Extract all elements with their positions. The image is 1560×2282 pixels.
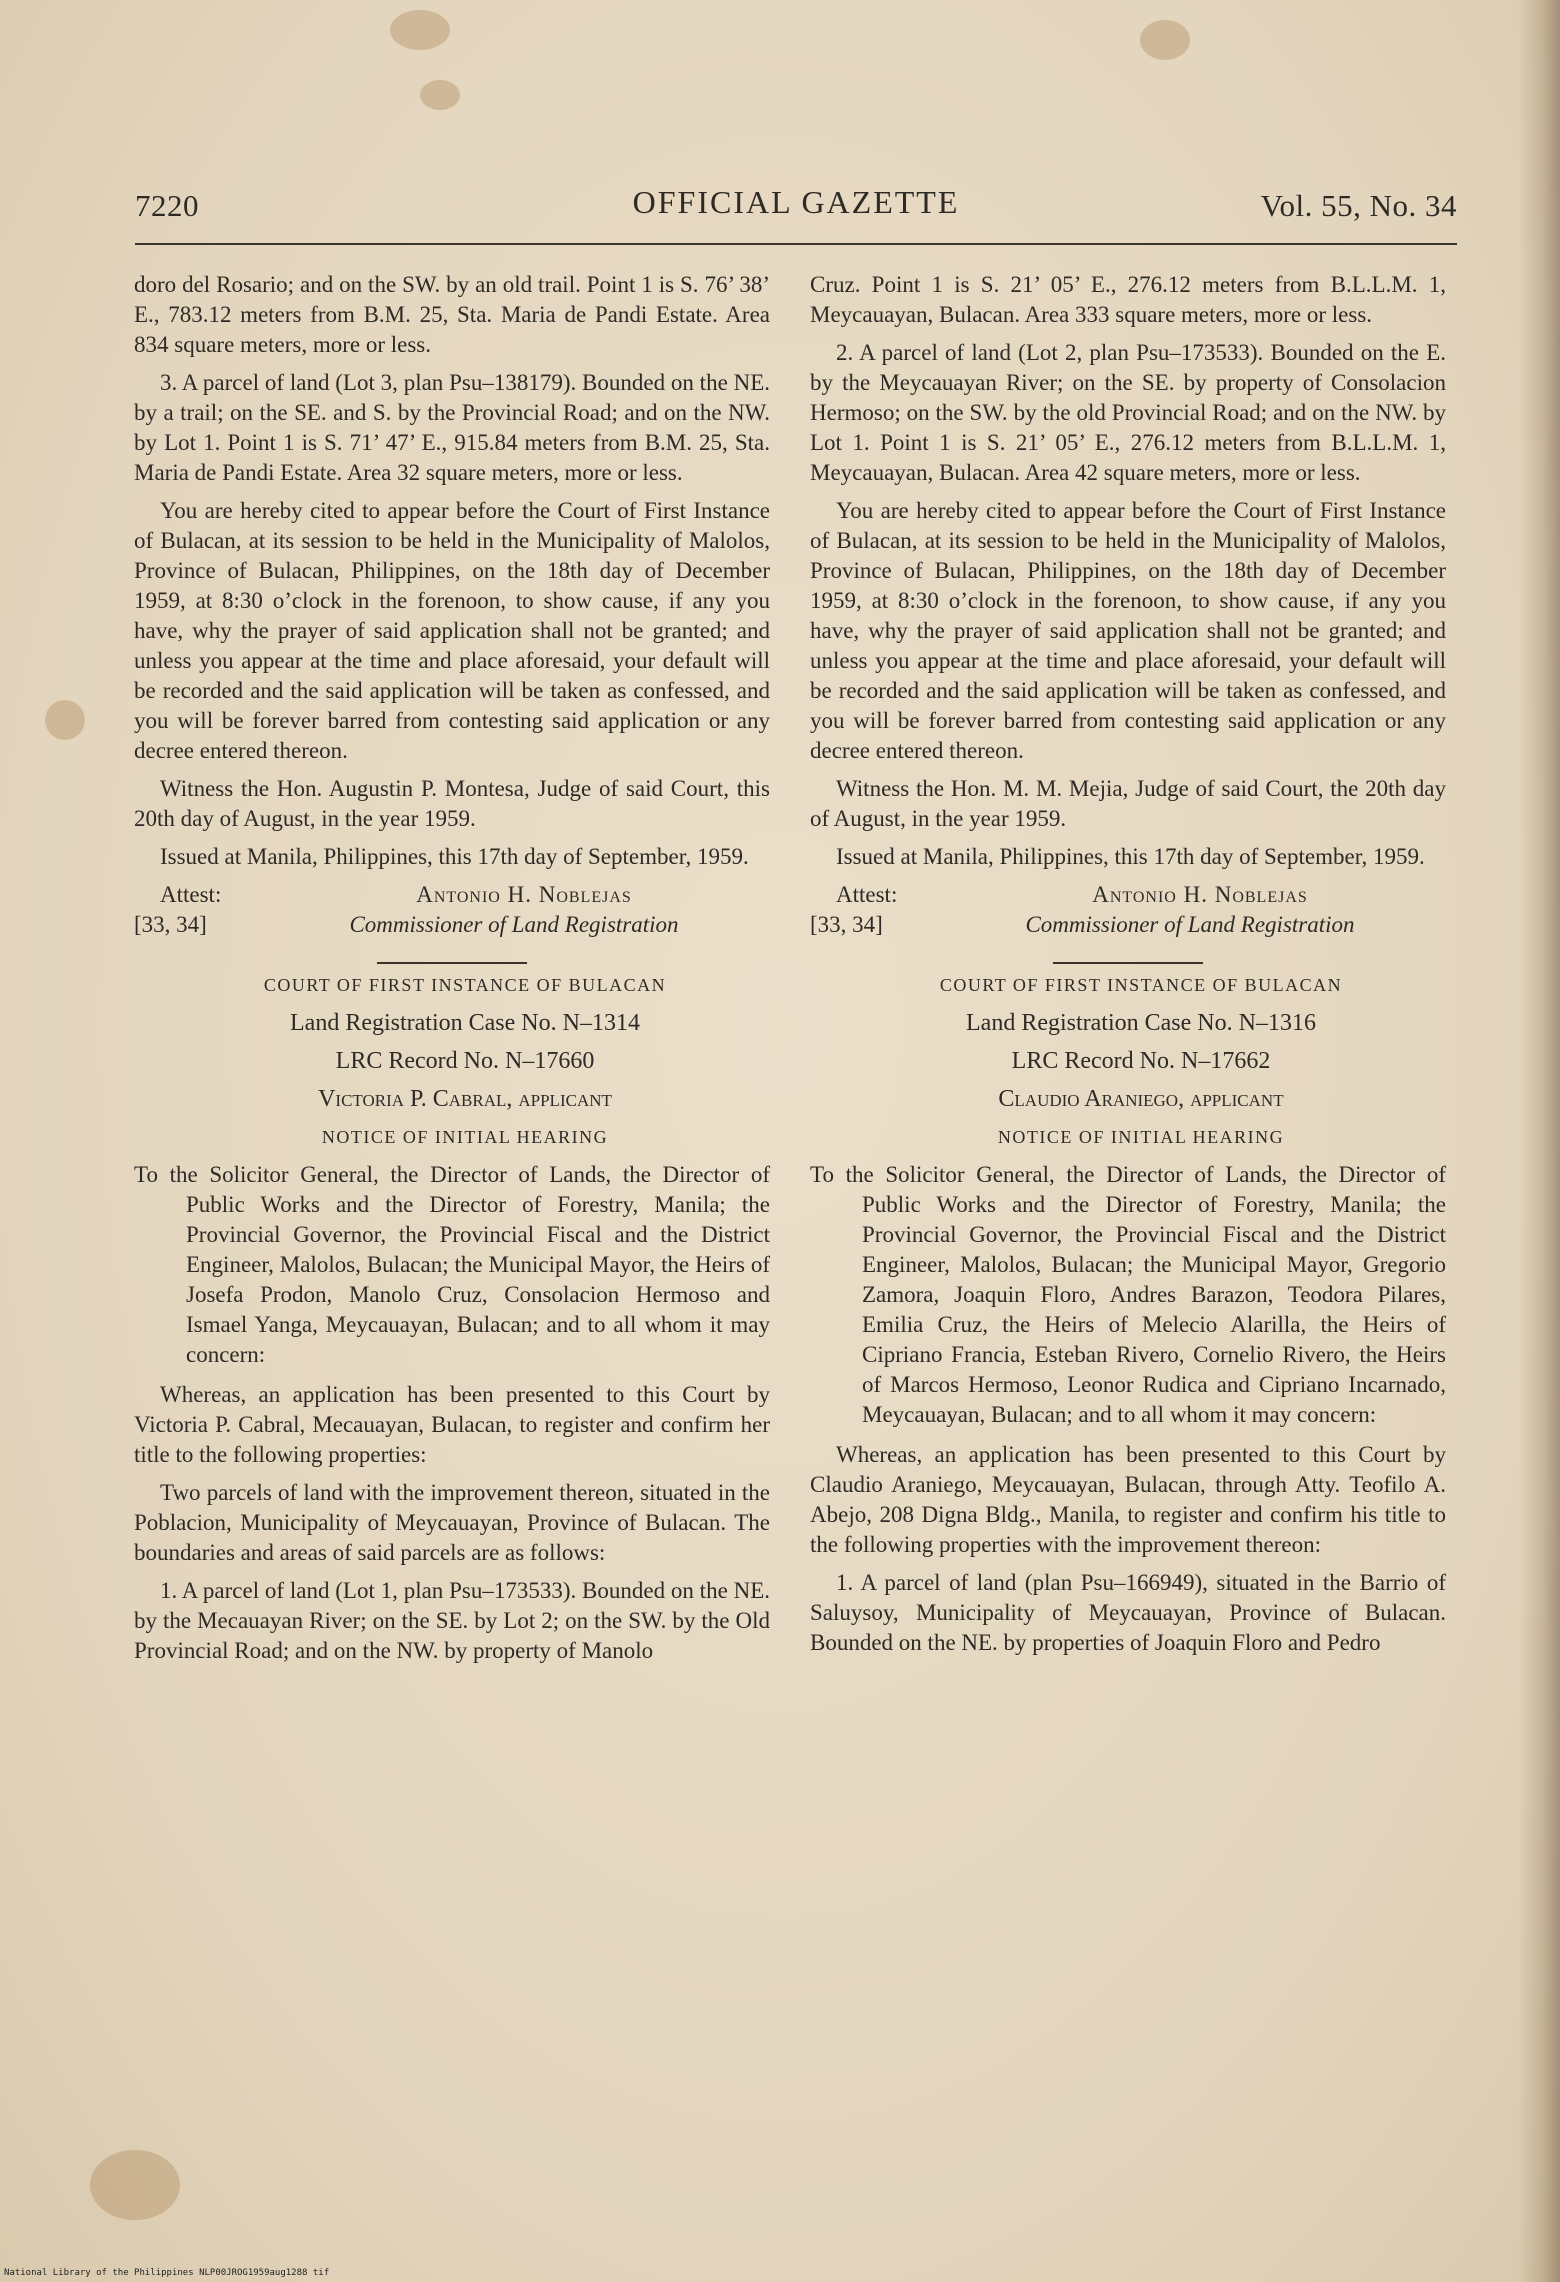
section-divider — [377, 962, 527, 964]
publication-title: OFFICIAL GAZETTE — [632, 184, 960, 220]
paper-stain — [420, 80, 460, 110]
paragraph: Issued at Manila, Philippines, this 17th day of September, 1959. — [836, 844, 1425, 869]
paragraph: Witness the Hon. Augustin P. Montesa, Judge of said Court, this 20th day of August, in the year 1959. — [134, 776, 770, 831]
paper-stain — [45, 700, 85, 740]
attest-reference: [33, 34] — [134, 912, 207, 937]
applicant-name: Victoria P. Cabral, applicant — [318, 1086, 612, 1112]
paragraph: doro del Rosario; and on the SW. by an old trail. Point 1 is S. 76’ 38’ E., 783.12 meters from B.M. 25, Sta. Maria de Pandi Estate. Area 834 square meters, more or less. — [134, 272, 770, 357]
paragraph: 1. A parcel of land (plan Psu–166949), situated in the Barrio of Saluysoy, Municipality of Meycauayan, Province of Bulacan. Bounded on the NE. by properties of Joaquin Floro and Pedro — [810, 1570, 1446, 1655]
book-spine-shadow — [1518, 0, 1560, 2282]
attest-block — [134, 880, 770, 940]
case-number: Land Registration Case No. N–1314 — [290, 1010, 640, 1036]
attest-block — [810, 880, 1446, 940]
paragraph: 1. A parcel of land (Lot 1, plan Psu–173533). Bounded on the NE. by the Mecauayan River; on the SE. by Lot 2; on the SW. by the Old Provincial Road; and on the NW. by property of Manolo — [134, 1578, 770, 1663]
attest-title: Commissioner of Land Registration — [349, 912, 679, 937]
paragraph: Whereas, an application has been presented to this Court by Claudio Araniego, Meycauayan, Bulacan, through Atty. Teofilo A. Abejo, 208 Digna Bldg., Manila, to register and confirm his title to the following properties with the improvement thereon: — [810, 1442, 1446, 1557]
court-heading: COURT OF FIRST INSTANCE OF BULACAN — [939, 975, 1343, 995]
paragraph: Whereas, an application has been presented to this Court by Victoria P. Cabral, Mecauayan, Bulacan, to register and confirm her title to the following properties: — [134, 1382, 770, 1467]
lrc-record: LRC Record No. N–17662 — [1011, 1048, 1271, 1074]
notice-heading: NOTICE OF INITIAL HEARING — [997, 1127, 1285, 1147]
attest-label: Attest: — [836, 882, 898, 907]
scan-footer: National Library of the Philippines NLP00JROG1959aug1288 tif — [4, 2268, 330, 2278]
attest-name: Antonio H. Noblejas — [1092, 882, 1308, 907]
right-column — [810, 270, 1446, 1666]
address-paragraph: To the Solicitor General, the Director of Lands, the Director of Public Works and the Director of Forestry, Manila; the Provincial Governor, the Provincial Fiscal and the District Engineer, Malolos, Bulacan; the Municipal Mayor, Gregorio Zamora, Joaquin Floro, Andres Barazon, Teodora Pilares, Emilia Cruz, the Heirs of Melecio Alarilla, the Heirs of Cipriano Francia, Esteban Rivero, Cornelio Rivero, the Heirs of Marcos Hermoso, Leonor Rudica and Cipriano Incarnado, Meycauayan, Bulacan; and to all whom it may concern: — [810, 1162, 1446, 1427]
attest-name: Antonio H. Noblejas — [416, 882, 632, 907]
case-number: Land Registration Case No. N–1316 — [966, 1010, 1316, 1036]
notice-heading: NOTICE OF INITIAL HEARING — [321, 1127, 609, 1147]
left-column — [134, 270, 770, 1674]
paragraph: You are hereby cited to appear before the Court of First Instance of Bulacan, at its session to be held in the Municipality of Malolos, Province of Bulacan, Philippines, on the 18th day of December 1959, at 8:30 o’clock in the forenoon, to show cause, if any you have, why the prayer of said application shall not be granted; and unless you appear at the time and place aforesaid, your default will be recorded and the said application will be taken as confessed, and you will be forever barred from contesting said application or any decree entered thereon. — [134, 498, 770, 763]
attest-label: Attest: — [160, 882, 222, 907]
attest-title: Commissioner of Land Registration — [1025, 912, 1355, 937]
paper-stain — [90, 2150, 180, 2220]
volume-number: Vol. 55, No. 34 — [1260, 188, 1457, 223]
paragraph: 2. A parcel of land (Lot 2, plan Psu–173533). Bounded on the E. by the Meycauayan River; on the SE. by property of Consolacion Hermoso; on the SW. by the old Provincial Road; and on the NW. by Lot 1. Point 1 is S. 21’ 05’ E., 276.12 meters from B.L.L.M. 1, Meycauayan, Bulacan. Area 42 square meters, more or less. — [810, 340, 1446, 485]
paragraph: 3. A parcel of land (Lot 3, plan Psu–138179). Bounded on the NE. by a trail; on the SE. and S. by the Provincial Road; and on the NW. by Lot 1. Point 1 is S. 71’ 47’ E., 915.84 meters from B.M. 25, Sta. Maria de Pandi Estate. Area 32 square meters, more or less. — [134, 370, 770, 485]
court-heading: COURT OF FIRST INSTANCE OF BULACAN — [263, 975, 667, 995]
paragraph: Two parcels of land with the improvement thereon, situated in the Poblacion, Municipality of Meycauayan, Province of Bulacan. The boundaries and areas of said parcels are as follows: — [134, 1480, 770, 1565]
header-rule — [135, 243, 1457, 245]
address-paragraph: To the Solicitor General, the Director of Lands, the Director of Public Works and the Director of Forestry, Manila; the Provincial Governor, the Provincial Fiscal and the District Engineer, Malolos, Bulacan; the Municipal Mayor, the Heirs of Josefa Prodon, Manolo Cruz, Consolacion Hermoso and Ismael Yanga, Meycauayan, Bulacan; and to all whom it may concern: — [134, 1162, 770, 1367]
paragraph: Witness the Hon. M. M. Mejia, Judge of said Court, the 20th day of August, in the year 1959. — [810, 776, 1446, 831]
page-number: 7220 — [135, 188, 199, 223]
section-divider — [1053, 962, 1203, 964]
page-header — [135, 182, 1457, 232]
paragraph: Cruz. Point 1 is S. 21’ 05’ E., 276.12 meters from B.L.L.M. 1, Meycauayan, Bulacan. Area 333 square meters, more or less. — [810, 272, 1446, 327]
applicant-name: Claudio Araniego, applicant — [998, 1086, 1284, 1112]
lrc-record: LRC Record No. N–17660 — [335, 1048, 595, 1074]
paper-stain — [390, 10, 450, 50]
attest-reference: [33, 34] — [810, 912, 883, 937]
paragraph: Issued at Manila, Philippines, this 17th day of September, 1959. — [160, 844, 749, 869]
paragraph: You are hereby cited to appear before the Court of First Instance of Bulacan, at its session to be held in the Municipality of Malolos, Province of Bulacan, Philippines, on the 18th day of December 1959, at 8:30 o’clock in the forenoon, to show cause, if any you have, why the prayer of said application shall not be granted; and unless you appear at the time and place aforesaid, your default will be recorded and the said application will be taken as confessed, and you will be forever barred from contesting said application or any decree entered thereon. — [810, 498, 1446, 763]
paper-stain — [1140, 20, 1190, 60]
